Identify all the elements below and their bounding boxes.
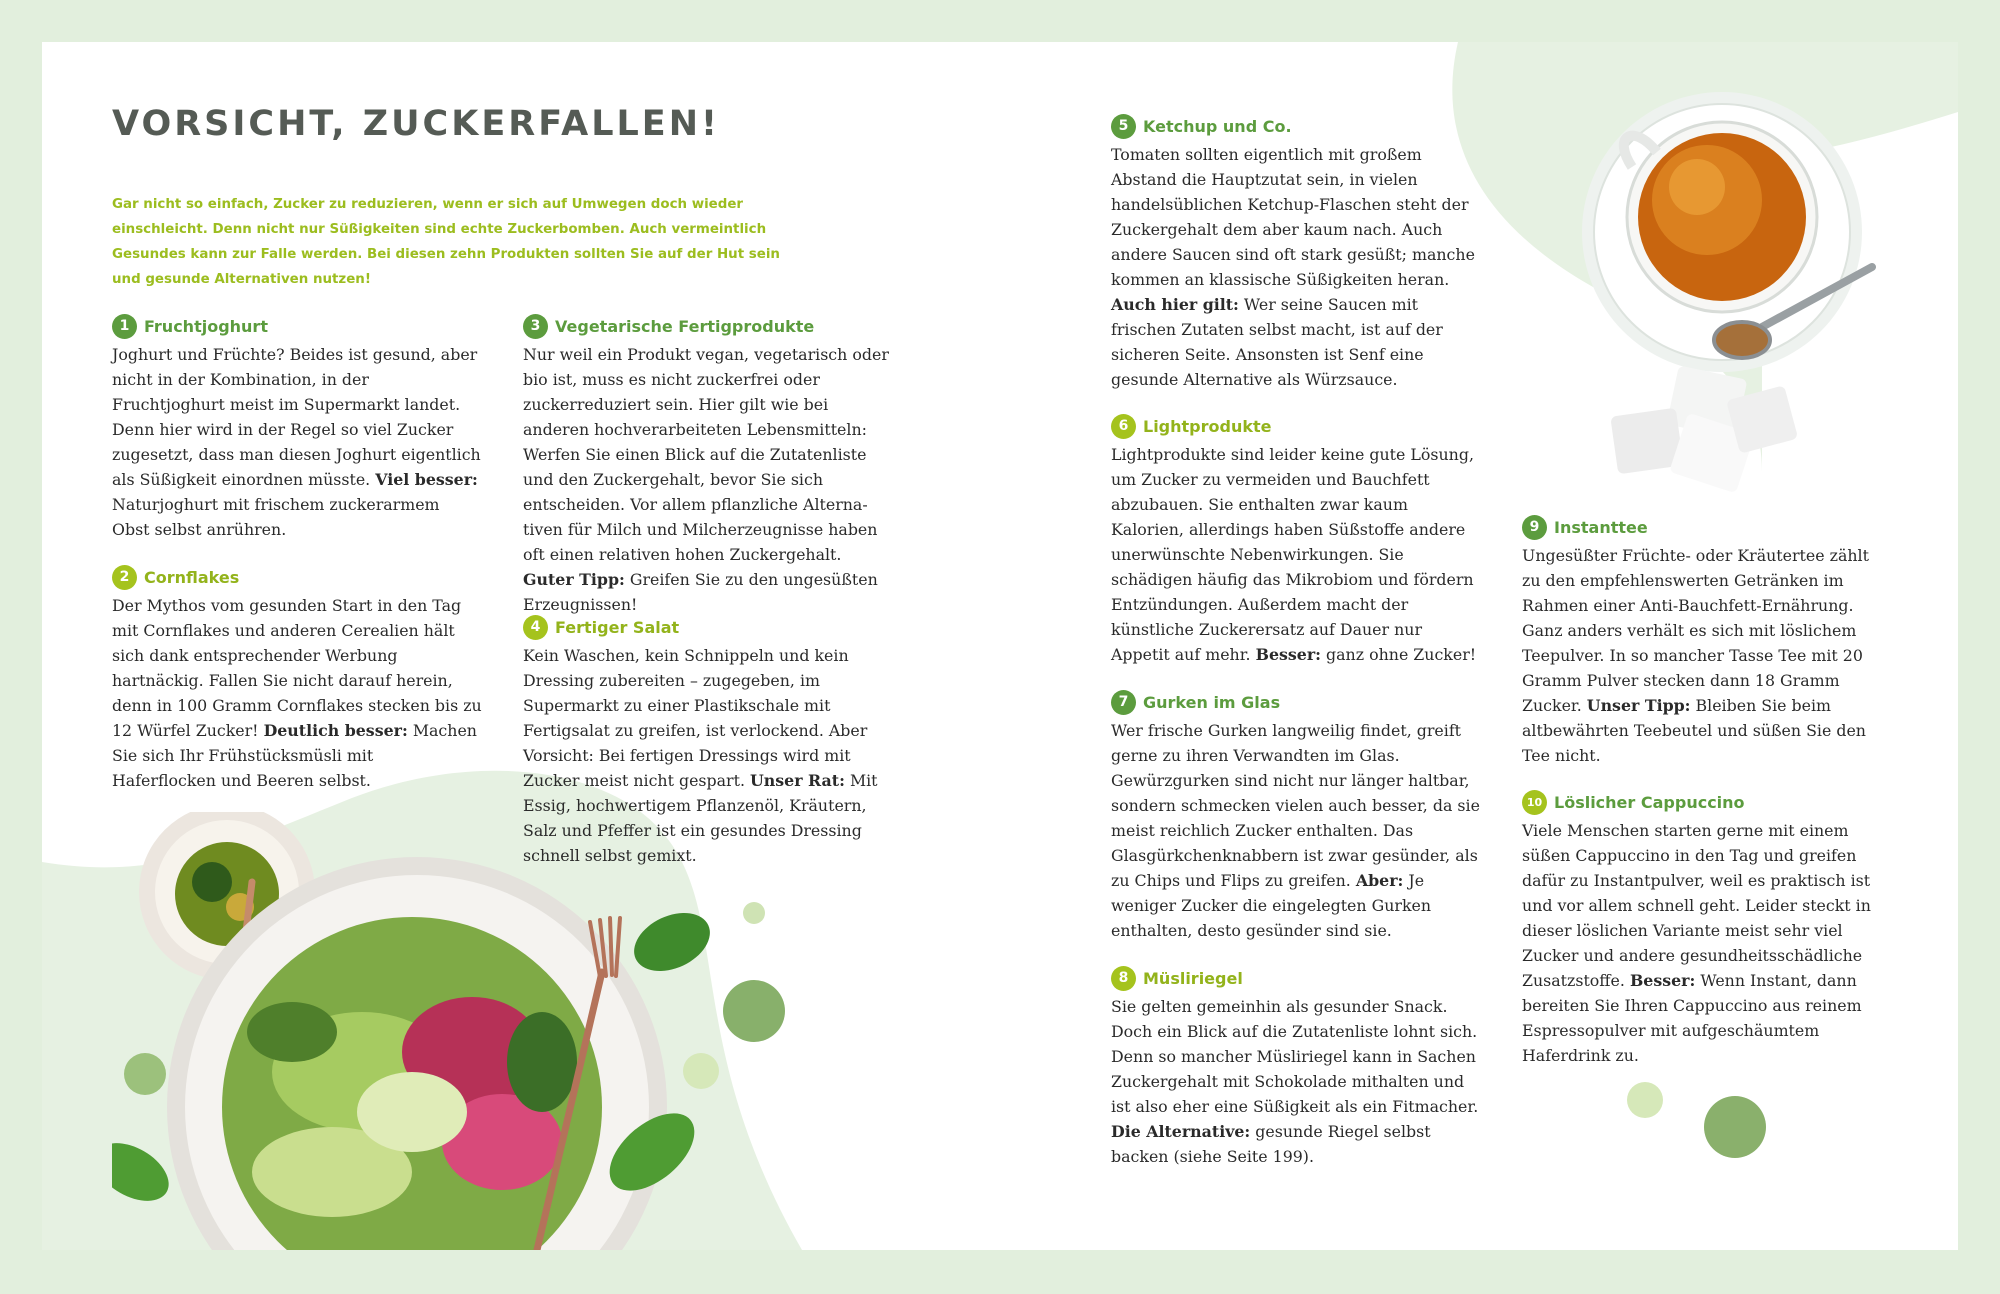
item-number-badge: 9 [1522,515,1547,540]
item-number-badge: 5 [1111,114,1136,139]
item-body: Nur weil ein Produkt vegan, vegetarisch oder bio ist, muss es nicht zuckerfrei oder zuckerreduziert sein. Hier gilt wie bei anderen hochverarbeiteten Lebensmitteln: Werfen Sie einen Blick auf die Zutatenliste und den Zuckergehalt, bevor Sie sich entscheiden. Vor allem pflanzliche Alternativen für Milch und Milcherzeugnisse haben oft einen relativen hohen Zuckergehalt. [523,345,889,564]
item-title: Müsliriegel [1143,968,1243,988]
item-body: Wer frische Gurken langweilig findet, greift gerne zu ihren Verwandten im Glas. Gewürzgurken sind nicht nur länger haltbar, sondern schmecken vielen auch besser, da sie meist reichlich Zucker enthalten. Das Glasgürkchenknabbern ist zwar gesünder, als zu Chips und Flips zu greifen. [1111,721,1480,890]
item-body: Viele Menschen starten gerne mit einem süßen Cappuccino in den Tag und greifen dafür zu Instantpulver, weil es praktisch ist und vor allem schnell geht. Leider steckt in dieser löslichen Variante meist sehr viel Zucker und andere gesundheitsschädliche Zusatzstoffe. [1522,821,1871,990]
item-tip-text: Wenn Instant, dann bereiten Sie Ihren Cappuccino aus reinem Espressopulver mit aufgeschäumtem Haferdrink zu. [1522,971,1862,1065]
item-tip-text: Greifen Sie zu den ungesüßten Erzeugnissen! [523,570,878,614]
item-body: Joghurt und Früchte? Beides ist gesund, aber nicht in der Kombination, in der Fruchtjoghurt meist im Supermarkt landet. Denn hier wird in der Regel so viel Zucker zugesetzt, dass man diesen Joghurt eigentlich als Süßigkeit einordnen müsste. [112,345,481,489]
item-tip-label: Besser: [1629,971,1696,990]
item-title: Fertiger Salat [555,617,680,637]
item-body: Sie gelten gemeinhin als gesunder Snack. Doch ein Blick auf die Zutatenliste lohnt sich. Denn so mancher Müsliriegel kann in Sachen Zuckergehalt mit Schokolade mithalten und ist also eher eine Süßigkeit als ein Fitmacher. [1111,997,1479,1116]
item-tip-text: Wer seine Saucen mit frischen Zutaten selbst macht, ist auf der sicheren Seite. Ansonsten ist Senf eine gesunde Alternative als Würzsauce. [1111,295,1443,389]
item-number-badge: 1 [112,314,137,339]
item-title: Gurken im Glas [1143,692,1281,712]
item-title: Fruchtjoghurt [144,316,268,336]
item-tip-text: Bleiben Sie beim altbewährten Teebeutel und süßen Sie den Tee nicht. [1522,696,1866,765]
item-title: Ketchup und Co. [1143,116,1292,136]
item-title: Lightprodukte [1143,416,1272,436]
item-number-badge: 10 [1522,790,1547,815]
item-body: Ungesüßter Früchte- oder Kräutertee zählt zu den empfehlenswerten Getränken im Rahmen einer Anti-Bauchfett-Ernährung. Ganz anders verhält es sich mit löslichem Teepulver. In so mancher Tasse Tee mit 20 Gramm Pulver stecken dann 18 Gramm Zucker. [1522,546,1869,715]
item-number-badge: 2 [112,565,137,590]
item-number-badge: 8 [1111,966,1136,991]
item-body: Tomaten sollten eigentlich mit großem Abstand die Hauptzutat sein, in vielen handelsüblichen Ketchup-Flaschen steht der Zuckergehalt dem aber kaum nach. Auch andere Saucen sind oft stark gesüßt; manche kommen an klassische Süßigkeiten heran. [1111,145,1475,289]
item-body: Der Mythos vom gesunden Start in den Tag mit Cornflakes und anderen Cerealien hält sich dank entsprechender Werbung hartnäckig. Fallen Sie nicht darauf herein, denn in 100 Gramm Cornflakes stecken bis zu 12 Würfel Zucker! [112,596,482,740]
item-tip-text: ganz ohne Zucker! [1326,645,1477,664]
salad-bowl-image [112,812,732,1250]
page-title: VORSICHT, ZUCKERFALLEN! [112,104,720,144]
item-tip-label: Aber: [1355,871,1404,890]
item-tip-label: Viel besser: [375,470,478,489]
item-tip-label: Besser: [1255,645,1321,664]
item-tip-text: gesunde Riegel selbst backen (siehe Seite 199). [1111,1122,1431,1166]
item-tip-text: Mit Essig, hochwertigem Pflanzenöl, Kräutern, Salz und Pfeffer ist ein gesundes Dressing schnell selbst gemixt. [523,771,878,865]
item-tip-label: Unser Rat: [750,771,845,790]
item-number-badge: 4 [523,615,548,640]
intro-text: Gar nicht so einfach, Zucker zu reduzieren, wenn er sich auf Umwegen doch wieder einschleicht. Denn nicht nur Süßigkeiten sind echte Zuckerbomben. Auch vermeintlich Gesundes kann zur Falle werden. Bei diesen zehn Produkten sollten Sie auf der Hut sein und gesunde Alternativen nutzen! [112,197,780,287]
item-body: Lightprodukte sind leider keine gute Lösung, um Zucker zu vermeiden und Bauchfett abzubauen. Sie enthalten zwar kaum Kalorien, allerdings haben Süßstoffe andere unerwünschte Nebenwirkungen. Sie schädigen häufig das Mikrobiom und fördern Entzündungen. Außerdem macht der künstliche Zuckerersatz auf Dauer nur Appetit auf mehr. [1111,445,1474,664]
item-tip-label: Deutlich besser: [263,721,408,740]
item-title: Löslicher Cappuccino [1554,792,1745,812]
item-title: Instanttee [1554,517,1648,537]
item-number-badge: 3 [523,314,548,339]
item-tip-label: Guter Tipp: [523,570,625,589]
page [42,42,1958,1250]
item-tip-text: Naturjoghurt mit frischem zuckerarmem Obst selbst anrühren. [112,495,440,539]
item-title: Vegetarische Fertigprodukte [555,316,815,336]
item-tip-text: Je weniger Zucker die eingelegten Gurken enthalten, desto gesünder sind sie. [1111,871,1432,940]
item-tip-label: Unser Tipp: [1586,696,1691,715]
item-title: Cornflakes [144,567,240,587]
item-tip-label: Auch hier gilt: [1111,295,1239,314]
item-tip-label: Die Alternative: [1111,1122,1251,1141]
item-number-badge: 7 [1111,690,1136,715]
item-body: Kein Waschen, kein Schnippeln und kein Dressing zubereiten – zugegeben, im Supermarkt zu einer Plastikschale mit Fertigsalat zu greifen, ist verlockend. Aber Vorsicht: Bei fertigen Dressings wird mit Zucker meist nicht gespart. [523,646,868,790]
item-number-badge: 6 [1111,414,1136,439]
item-tip-text: Machen Sie sich Ihr Frühstücksmüsli mit Haferflocken und Beeren selbst. [112,721,477,790]
